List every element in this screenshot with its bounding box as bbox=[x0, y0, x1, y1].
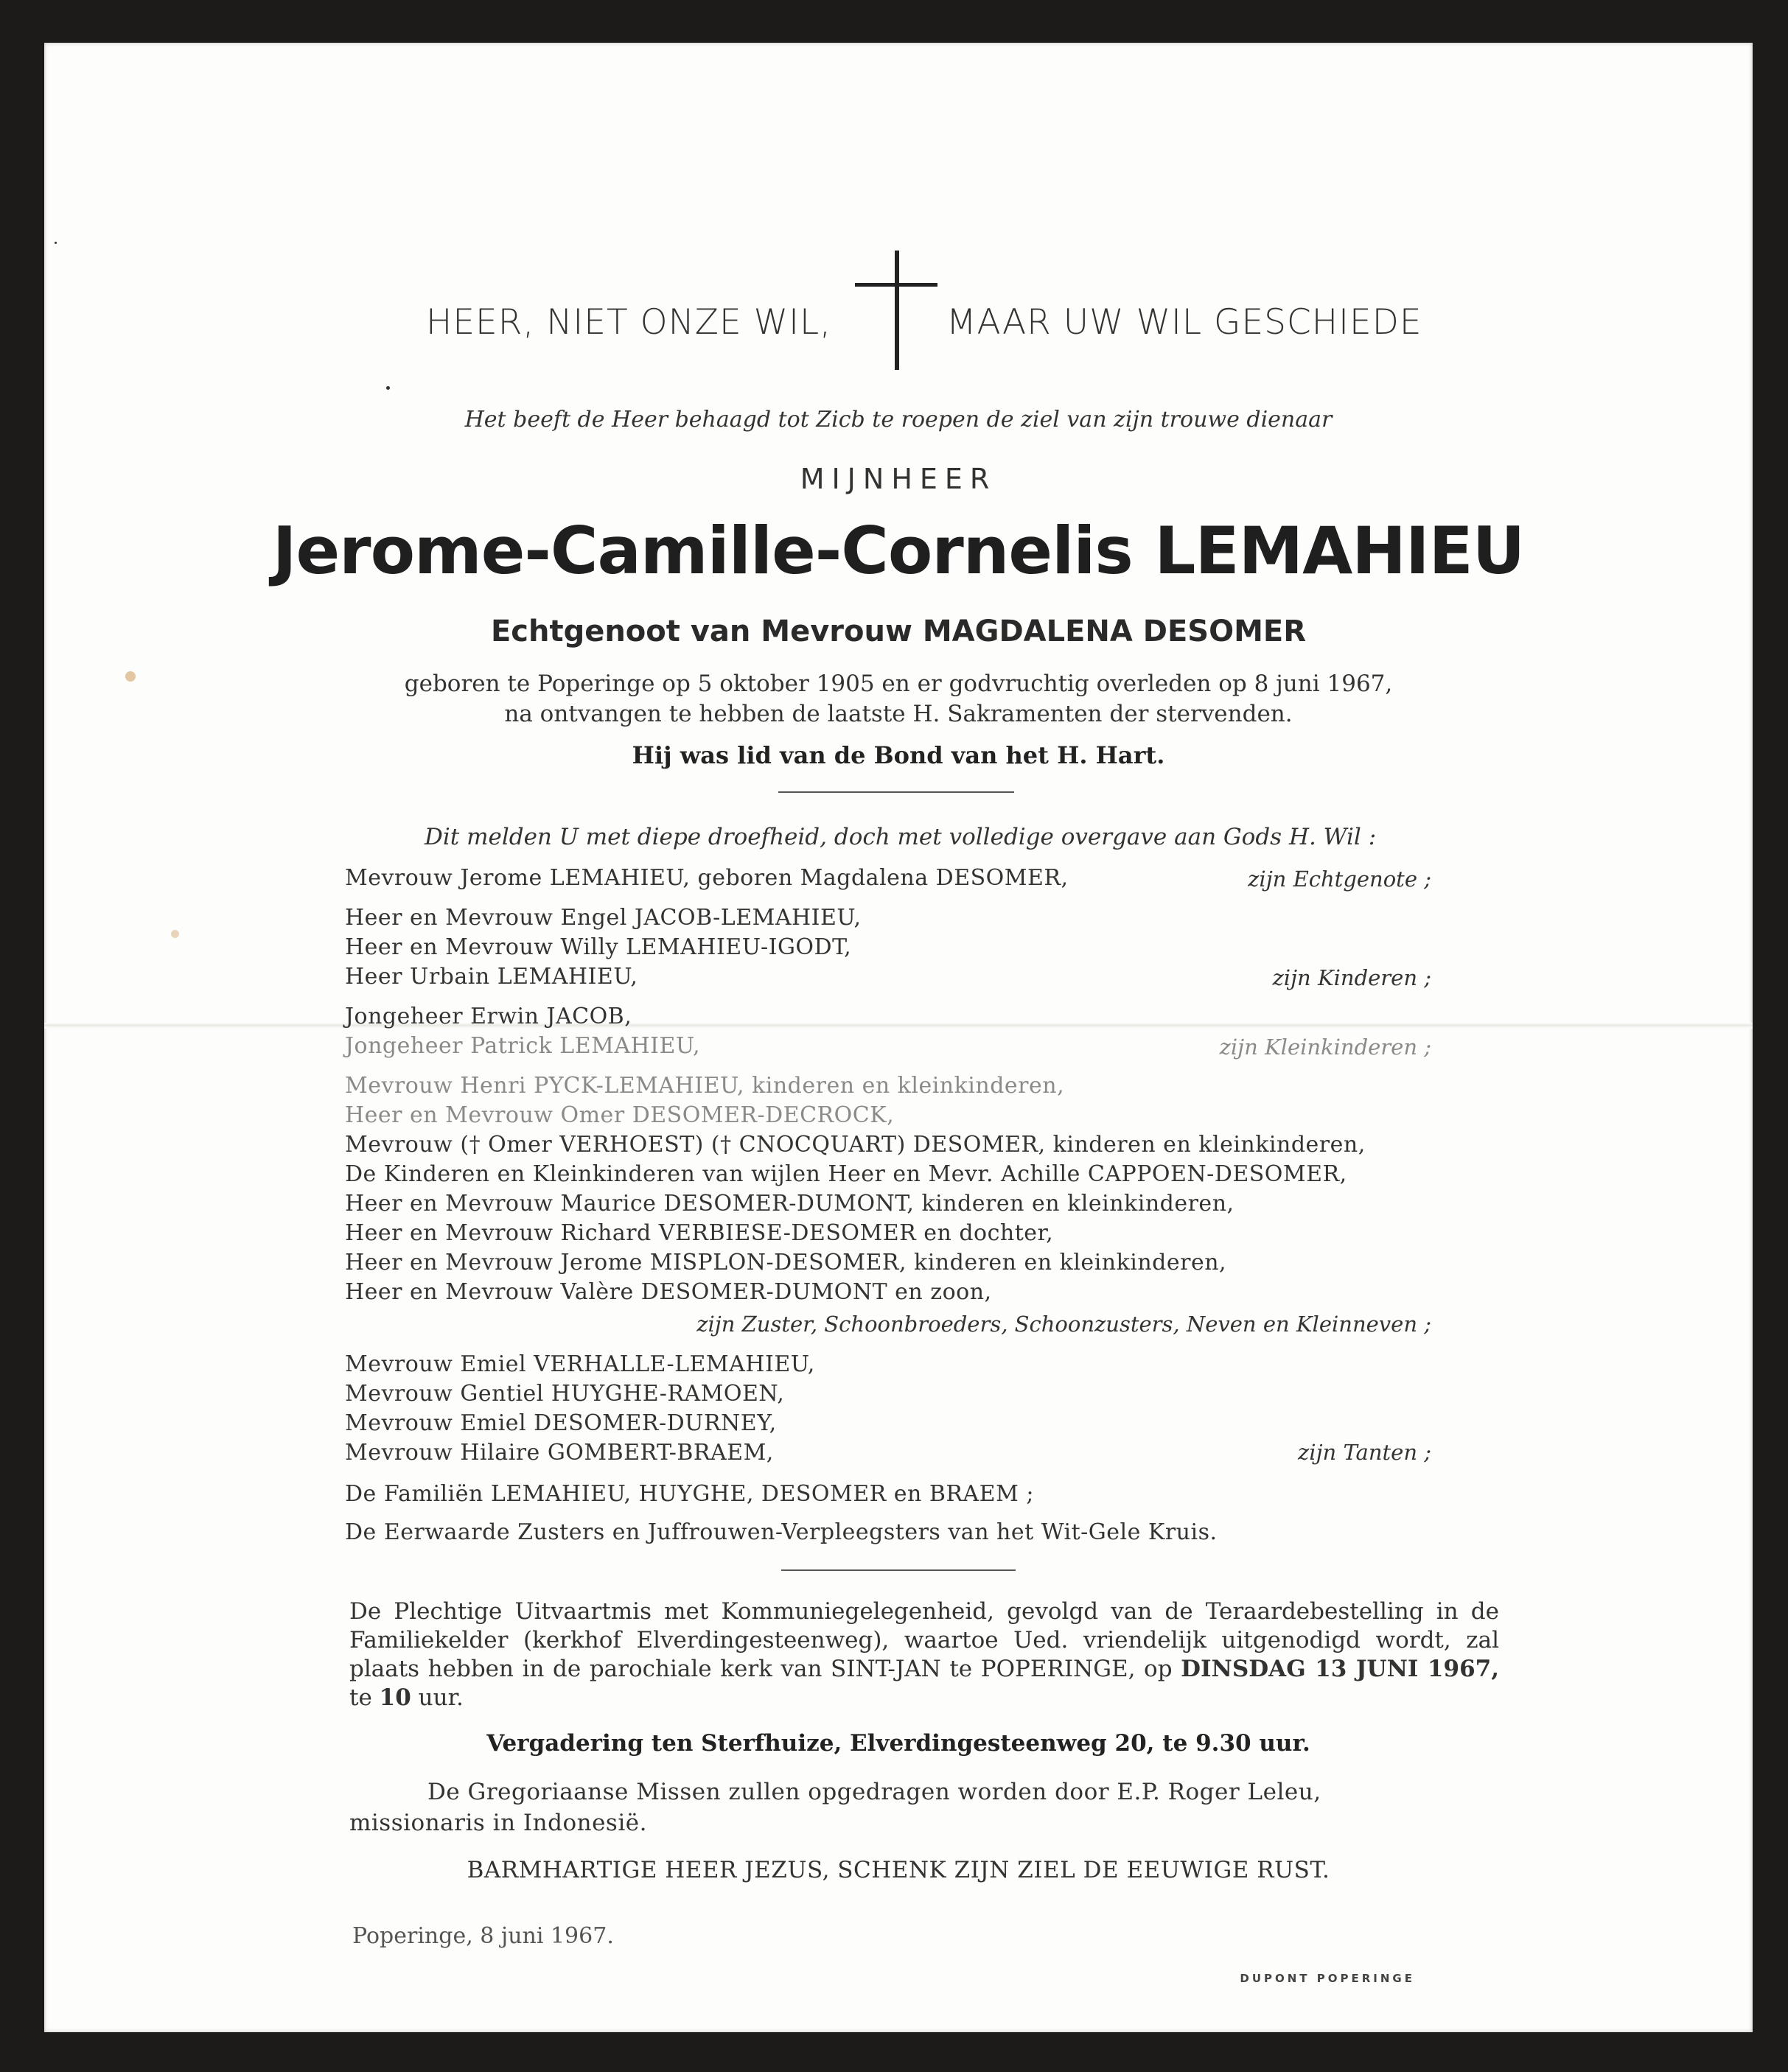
divider bbox=[778, 791, 1014, 793]
role-spouse: zijn Echtgenote ; bbox=[1248, 867, 1431, 892]
speck bbox=[55, 242, 57, 244]
mourner-families: De Familiën LEMAHIEU, HUYGHE, DESOMER en BRAEM ; bbox=[345, 1481, 1034, 1507]
role-grandchildren: zijn Kleinkinderen ; bbox=[1219, 1035, 1431, 1060]
mourner-relative: Heer en Mevrouw Richard VERBIESE-DESOMER en dochter, bbox=[345, 1220, 1054, 1246]
mourner-relative: Heer en Mevrouw Valère DESOMER-DUMONT en zoon, bbox=[345, 1279, 992, 1305]
stain-spot bbox=[125, 671, 136, 682]
mourner-child: Heer en Mevrouw Engel JACOB-LEMAHIEU, bbox=[345, 905, 862, 931]
printer-mark: DUPONT POPERINGE bbox=[1240, 1972, 1415, 1985]
place-date: Poperinge, 8 juni 1967. bbox=[352, 1923, 614, 1949]
announcement-lead: Dit melden U met diepe droefheid, doch met volledige overgave aan Gods H. Wil : bbox=[425, 824, 1377, 850]
masses-line-1: De Gregoriaanse Missen zullen opgedragen worden door E.P. Roger Leleu, bbox=[427, 1779, 1321, 1805]
speck bbox=[386, 386, 390, 390]
mourner-relative: Mevrouw Henri PYCK-LEMAHIEU, kinderen en kleinkinderen, bbox=[345, 1073, 1065, 1099]
gathering: Vergadering ten Sterfhuize, Elverdingesteenweg 20, te 9.30 uur. bbox=[486, 1730, 1310, 1757]
prayer: BARMHARTIGE HEER JEZUS, SCHENK ZIJN ZIEL DE EEUWIGE RUST. bbox=[467, 1857, 1330, 1883]
mourner-sisters: De Eerwaarde Zusters en Juffrouwen-Verpleegsters van het Wit-Gele Kruis. bbox=[345, 1519, 1218, 1545]
deceased-name: Jerome-Camille-Cornelis LEMAHIEU bbox=[272, 513, 1525, 589]
mourner-relative: Heer en Mevrouw Omer DESOMER-DECROCK, bbox=[345, 1102, 895, 1128]
birth-death-line-1: geboren te Poperinge op 5 oktober 1905 en er godvruchtig overleden op 8 juni 1967, bbox=[404, 671, 1393, 697]
mourner-relative: Heer en Mevrouw Jerome MISPLON-DESOMER, kinderen en kleinkinderen, bbox=[345, 1250, 1227, 1275]
role-aunts: zijn Tanten ; bbox=[1298, 1440, 1431, 1465]
mourner-spouse: Mevrouw Jerome LEMAHIEU, geboren Magdalena DESOMER, bbox=[345, 865, 1069, 891]
membership: Hij was lid van de Bond van het H. Hart. bbox=[632, 741, 1165, 769]
intro-text: Het beeft de Heer behaagd tot Zicb te roepen de ziel van zijn trouwe dienaar bbox=[464, 407, 1333, 433]
masses-line-2: missionaris in Indonesië. bbox=[349, 1810, 647, 1836]
honorific: MIJNHEER bbox=[800, 463, 997, 495]
mourner-relative: Heer en Mevrouw Maurice DESOMER-DUMONT, kinderen en kleinkinderen, bbox=[345, 1191, 1235, 1217]
motto-right: MAAR UW WIL GESCHIEDE bbox=[946, 302, 1422, 343]
role-children: zijn Kinderen ; bbox=[1272, 965, 1431, 990]
mourner-relative: Mevrouw († Omer VERHOEST) († CNOCQUART) DESOMER, kinderen en kleinkinderen, bbox=[345, 1132, 1366, 1158]
funeral-time-pre: te bbox=[349, 1684, 380, 1711]
birth-death-line-2: na ontvangen te hebben de laatste H. Sakramenten der stervenden. bbox=[504, 701, 1293, 727]
divider bbox=[781, 1569, 1016, 1571]
mourner-aunt: Mevrouw Hilaire GOMBERT-BRAEM, bbox=[345, 1440, 774, 1466]
mourner-child: Heer en Mevrouw Willy LEMAHIEU-IGODT, bbox=[345, 934, 852, 960]
funeral-paragraph bbox=[349, 1597, 1499, 1712]
mourner-child: Heer Urbain LEMAHIEU, bbox=[345, 964, 638, 990]
funeral-text: De Plechtige Uitvaartmis met Kommuniegelegenheid, gevolgd van de Teraardebestelling in de Familiekelder (kerkhof Elverdingesteenweg), waartoe Ued. vriendelijk uitgenodigd wordt, zal plaats hebben in de parochiale kerk van SINT-JAN te POPERINGE, op bbox=[349, 1598, 1499, 1682]
cross-bar bbox=[855, 283, 937, 287]
mourner-grandchild: Jongeheer Erwin JACOB, bbox=[345, 1004, 632, 1029]
motto-left: HEER, NIET ONZE WIL, bbox=[426, 302, 832, 343]
funeral-time-post: uur. bbox=[411, 1684, 464, 1711]
mourner-grandchild: Jongeheer Patrick LEMAHIEU, bbox=[345, 1033, 700, 1059]
mourner-aunt: Mevrouw Gentiel HUYGHE-RAMOEN, bbox=[345, 1381, 785, 1407]
role-relatives: zijn Zuster, Schoonbroeders, Schoonzusters, Neven en Kleinneven ; bbox=[696, 1312, 1431, 1337]
fold-crease bbox=[44, 1023, 1753, 1029]
stain-spot bbox=[171, 930, 179, 938]
memorial-card bbox=[44, 43, 1753, 2032]
cross-icon bbox=[895, 251, 899, 370]
spouse-line: Echtgenoot van Mevrouw MAGDALENA DESOMER bbox=[490, 615, 1307, 648]
mourner-relative: De Kinderen en Kleinkinderen van wijlen Heer en Mevr. Achille CAPPOEN-DESOMER, bbox=[345, 1161, 1347, 1187]
mourner-aunt: Mevrouw Emiel DESOMER-DURNEY, bbox=[345, 1410, 777, 1436]
mourner-aunt: Mevrouw Emiel VERHALLE-LEMAHIEU, bbox=[345, 1351, 815, 1377]
funeral-time: 10 bbox=[379, 1684, 411, 1711]
funeral-date: DINSDAG 13 JUNI 1967, bbox=[1181, 1656, 1499, 1682]
